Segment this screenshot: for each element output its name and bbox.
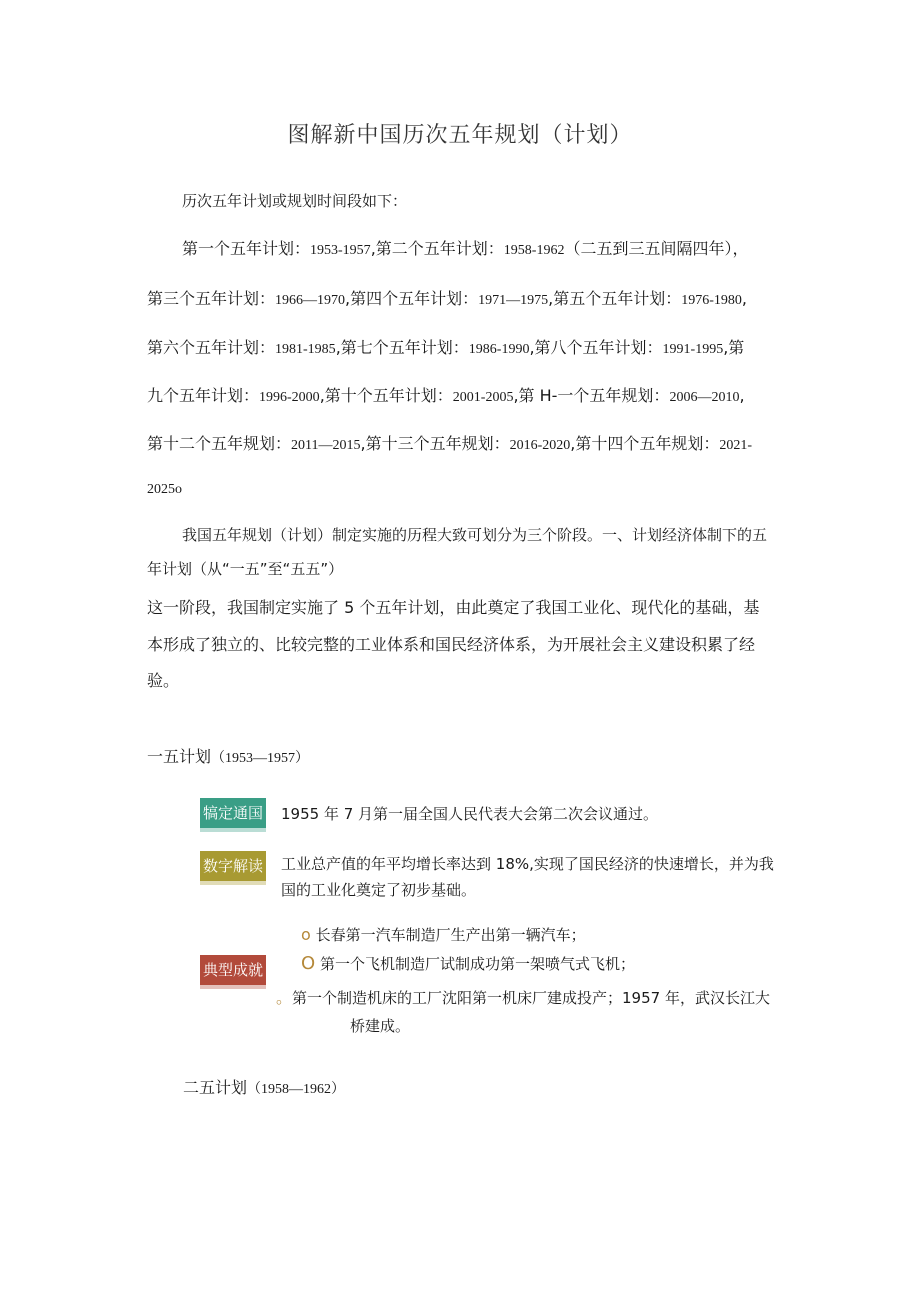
plan-line-4	[147, 383, 745, 406]
bullet-icon: o	[301, 925, 311, 944]
plan-years: 1971—1975	[478, 293, 549, 308]
approval-tag: 犒定通国	[200, 798, 266, 828]
plan-text: ,第七个五年计划：	[335, 338, 469, 357]
para3-line1: 这一阶段，我国制定实施了 5 个五年计划，由此奠定了我国工业化、现代化的基础，基	[147, 598, 760, 617]
plan-years: 1953-1957	[310, 243, 371, 258]
bullet-icon: O	[301, 953, 316, 974]
section1-years: （1953—1957）	[211, 751, 310, 766]
achievement-text: 第一个制造机床的工厂沈阳第一机床厂建成投产；1957 年，武汉长江大	[292, 989, 770, 1007]
section2-label: 二五计划	[183, 1078, 248, 1097]
plan-text: ,第十个五年计划：	[319, 386, 453, 405]
plan-years: 1981-1985	[275, 342, 336, 357]
section2-years: （1958—1962）	[247, 1082, 346, 1097]
plan-years: 1991-1995	[662, 342, 724, 357]
plan-text: ,第十三个五年规划：	[360, 434, 510, 453]
plan-line-3	[147, 335, 744, 358]
para3-line2: 本形成了独立的、比较完整的工业体系和国民经济体系，为开展社会主义建设积累了经	[147, 635, 756, 654]
para2-line2: 年计划（从“一五”至“五五”）	[147, 560, 344, 578]
page-title: 图解新中国历次五年规划（计划）	[287, 123, 633, 148]
section1-heading	[147, 744, 309, 767]
para3-line3: 验。	[147, 671, 180, 690]
section2-heading	[183, 1075, 345, 1098]
plan-text: 第一个五年计划：	[182, 239, 311, 258]
plan-line-6: 2025o	[147, 482, 182, 497]
plan-line-1	[182, 236, 748, 259]
plan-text: ,	[739, 386, 745, 405]
plan-years: 2011—2015	[291, 438, 361, 453]
plan-text: ,第五个五年计划：	[548, 289, 682, 308]
numbers-tag: 数字解读	[200, 851, 266, 881]
approval-text: 1955 年 7 月第一届全国人民代表大会第二次会议通过。	[281, 805, 659, 823]
numbers-line2: 国的工业化奠定了初步基础。	[281, 881, 477, 899]
achievements-tag: 典型成就	[200, 955, 266, 985]
plan-text: ,第十四个五年规划：	[570, 434, 720, 453]
plan-text: ,第四个五年计划：	[345, 289, 479, 308]
plan-text: ,第二个五年计划：	[370, 239, 504, 258]
bullet-icon: 。	[276, 988, 293, 1007]
plan-years: 1958-1962	[503, 243, 565, 258]
plan-years: 1966—1970	[275, 293, 346, 308]
para2-line1: 我国五年规划（计划）制定实施的历程大致可划分为三个阶段。一、计划经济体制下的五	[182, 526, 768, 544]
plan-years: 2021-	[719, 438, 753, 453]
plan-text: 第三个五年计划：	[147, 289, 276, 308]
achievement-text: 第一个飞机制造厂试制成功第一架喷气式飞机；	[319, 955, 635, 973]
plan-line-5	[147, 431, 752, 454]
achievement-item-3	[276, 985, 770, 1008]
plan-text: ,第 H-一个五年规划：	[513, 386, 670, 405]
intro-label: 历次五年计划或规划时间段如下：	[182, 192, 408, 210]
plan-text: ,第	[723, 338, 745, 357]
plan-years: 1976-1980	[681, 293, 742, 308]
plan-line-2	[147, 286, 747, 309]
plan-text: 九个五年计划：	[147, 386, 260, 405]
plan-text: （二五到三五间隔四年），	[564, 239, 749, 258]
achievement-item-3-cont: 桥建成。	[350, 1017, 411, 1035]
achievement-item-2	[301, 953, 635, 974]
plan-years: 1986-1990	[468, 342, 530, 357]
plan-years: 2001-2005	[452, 390, 514, 405]
plan-years: 1996-2000	[259, 390, 320, 405]
plan-text: 第六个五年计划：	[147, 338, 276, 357]
numbers-line1: 工业总产值的年平均增长率达到 18%,实现了国民经济的快速增长，并为我	[281, 855, 774, 873]
plan-text: 第十二个五年规划：	[147, 434, 292, 453]
plan-text: ,第八个五年计划：	[529, 338, 663, 357]
plan-years: 2016-2020	[509, 438, 571, 453]
achievement-text: 长春第一汽车制造厂生产出第一辆汽车；	[315, 926, 586, 944]
section1-label: 一五计划	[147, 747, 212, 766]
achievement-item-1	[301, 924, 586, 945]
plan-text: ,	[741, 289, 747, 308]
plan-years: 2006—2010	[669, 390, 740, 405]
